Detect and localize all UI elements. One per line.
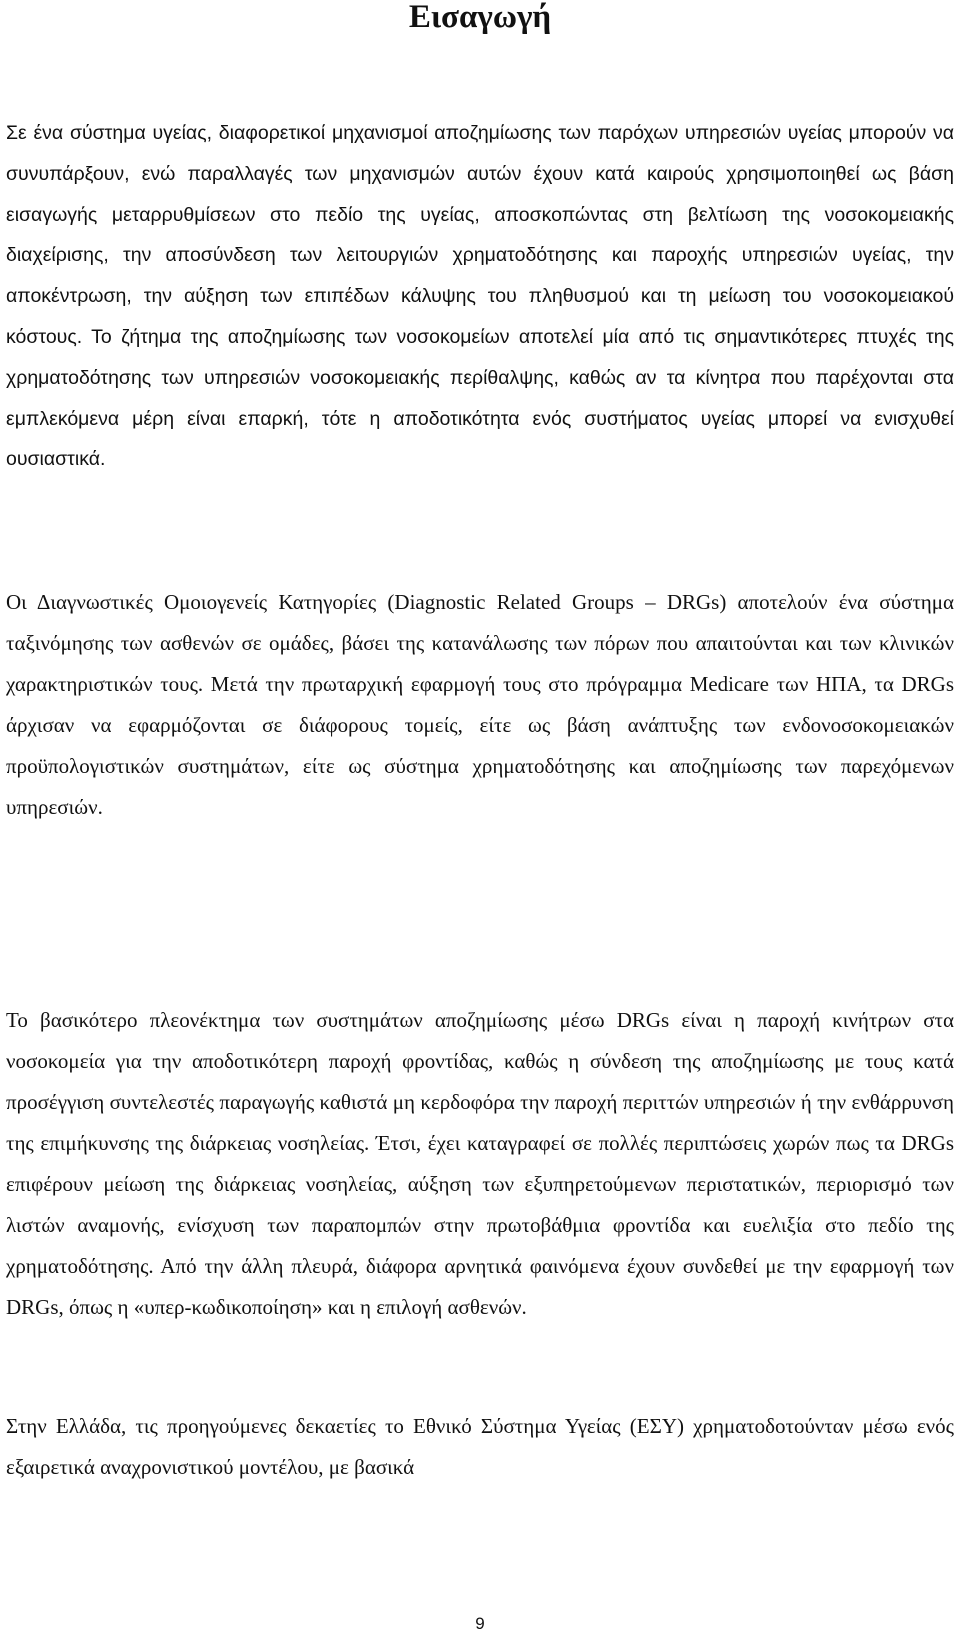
paragraph-1a: Σε ένα σύστημα υγείας, διαφορετικοί μηχανισμοί αποζημίωσης των παρόχων υπηρεσιών υγείας μπορούν να συνυπάρξουν, ενώ παραλλαγές των μηχανισμών αυτών έχουν κατά καιρούς χρησιμοποιηθεί ως βάση εισαγωγής μεταρρυθμίσεων στο πεδίο της υγείας, αποσκοπώντας στη βελτίωση της νοσοκομειακής διαχείρισης, την αποσύνδεση των λειτουργιών χρηματοδότησης και παροχής υπηρεσιών υγείας, την αποκέντρωση, την αύξηση των επιπέδων κάλυψης του πληθυσμού και τη μείωση του νοσοκομειακού κόστους. xyxy=(6,122,954,348)
paragraph-3 xyxy=(6,1000,954,1328)
page-title: Εισαγωγή xyxy=(408,0,552,35)
paragraph-2-text: Οι Διαγνωστικές Ομοιογενείς Κατηγορίες (Diagnostic Related Groups – DRGs) αποτελούν ένα σύστημα ταξινόμησης των ασθενών σε ομάδες, βάσει της κατανάλωσης των πόρων που απαιτούνται και των κλινικών χαρακτηριστικών τους. Μετά την πρωταρχική εφαρμογή τους στο πρόγραμμα Medicare των ΗΠΑ, τα DRGs άρχισαν να εφαρμόζονται σε διάφορους τομείς, είτε ως βάση ανάπτυξης των ενδονοσοκομειακών προϋπολογιστικών συστημάτων, είτε ως σύστημα χρηματοδότησης και αποζημίωσης των παρεχόμενων υπηρεσιών. xyxy=(6,590,954,819)
paragraph-3-text: Το βασικότερο πλεονέκτημα των συστημάτων αποζημίωσης μέσω DRGs είναι η παροχή κινήτρων στα νοσοκομεία για την αποδοτικότερη παροχή φροντίδας, καθώς η σύνδεση της αποζημίωσης με τους κατά προσέγγιση συντελεστές παραγωγής καθιστά μη κερδοφόρα την παροχή περιττών υπηρεσιών ή την ενθάρρυνση της επιμήκυνσης της διάρκειας νοσηλείας. Έτσι, έχει καταγραφεί σε πολλές περιπτώσεις χωρών πως τα DRGs επιφέρουν μείωση της διάρκειας νοσηλείας, αύξηση των εξυπηρετούμενων περιστατικών, περιορισμό των λιστών αναμονής, ενίσχυση των παραπομπών στην πρωτοβάθμια φροντίδα και ευελιξία στο πεδίο της χρηματοδότησης. Από την άλλη πλευρά, διάφορα αρνητικά φαινόμενα έχουν συνδεθεί με την εφαρμογή των DRGs, όπως η «υπερ-κωδικοποίηση» και η επιλογή ασθενών. xyxy=(6,1008,954,1319)
paragraph-1-text xyxy=(6,113,954,480)
page-number: 9 xyxy=(475,1614,485,1633)
paragraph-1b: Το ζήτημα της αποζημίωσης των νοσοκομείων αποτελεί μία από τις σημαντικότερες πτυχές της χρηματοδότησης των υπηρεσιών νοσοκομειακής περίθαλψης, καθώς αν τα κίνητρα που παρέχονται στα εμπλεκόμενα μέρη είναι επαρκή, τότε η αποδοτικότητα ενός συστήματος υγείας μπορεί να ενισχυθεί ουσιαστικά. xyxy=(6,325,954,471)
paragraph-1 xyxy=(6,113,954,480)
paragraph-2 xyxy=(6,582,954,828)
paragraph-4 xyxy=(6,1406,954,1488)
paragraph-4-text: Στην Ελλάδα, τις προηγούμενες δεκαετίες το Εθνικό Σύστημα Υγείας (ΕΣΥ) χρηματοδοτούνταν μέσω ενός εξαιρετικά αναχρονιστικού μοντέλου, με βασικά xyxy=(6,1414,954,1479)
